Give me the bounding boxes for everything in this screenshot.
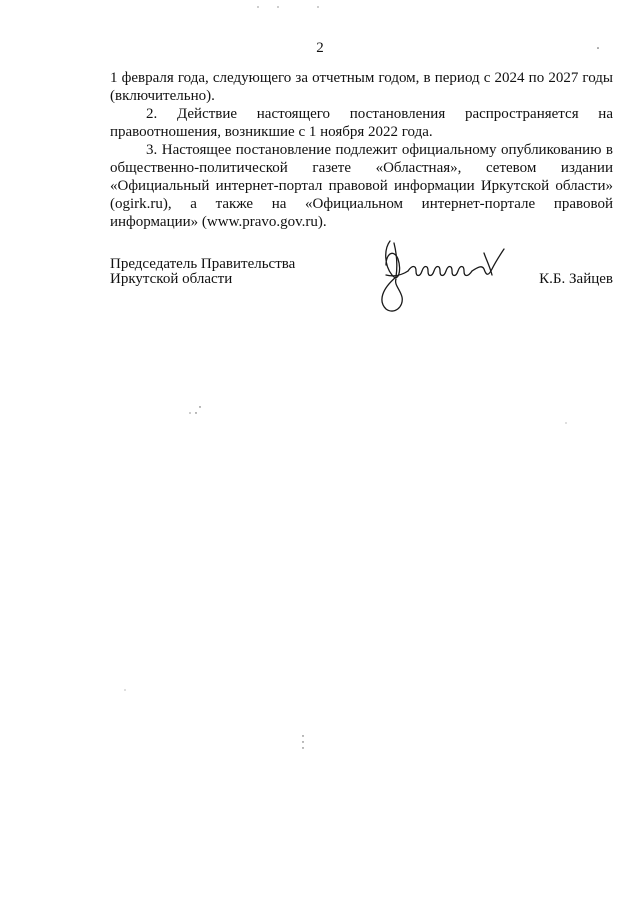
signature-block [110, 257, 613, 317]
paragraph-continuation: 1 февраля года, следующего за отчетным годом, в период с 2024 по 2027 годы (включительно). [110, 70, 613, 104]
signer-title-line-2: Иркутской области [110, 271, 233, 287]
page-number: 2 [316, 40, 324, 56]
signer-name: К.Б. Зайцев [539, 271, 613, 287]
signer-title [110, 257, 330, 287]
paragraph-3: 3. Настоящее постановление подлежит официальному опубликованию в общественно-политической газете «Областная», сетевом издании «Официальный интернет-портал правовой информации Иркутской области» (ogirk.ru), а также на «Официальном интернет-портале правовой информации» (www.pravo.gov.ru). [110, 142, 613, 230]
signer-title-line-1: Председатель Правительства [110, 256, 296, 272]
paragraph-2: 2. Действие настоящего постановления распространяется на правоотношения, возникшие с 1 ноября 2022 года. [110, 106, 613, 140]
document-body [110, 69, 613, 231]
handwritten-signature [372, 235, 522, 325]
